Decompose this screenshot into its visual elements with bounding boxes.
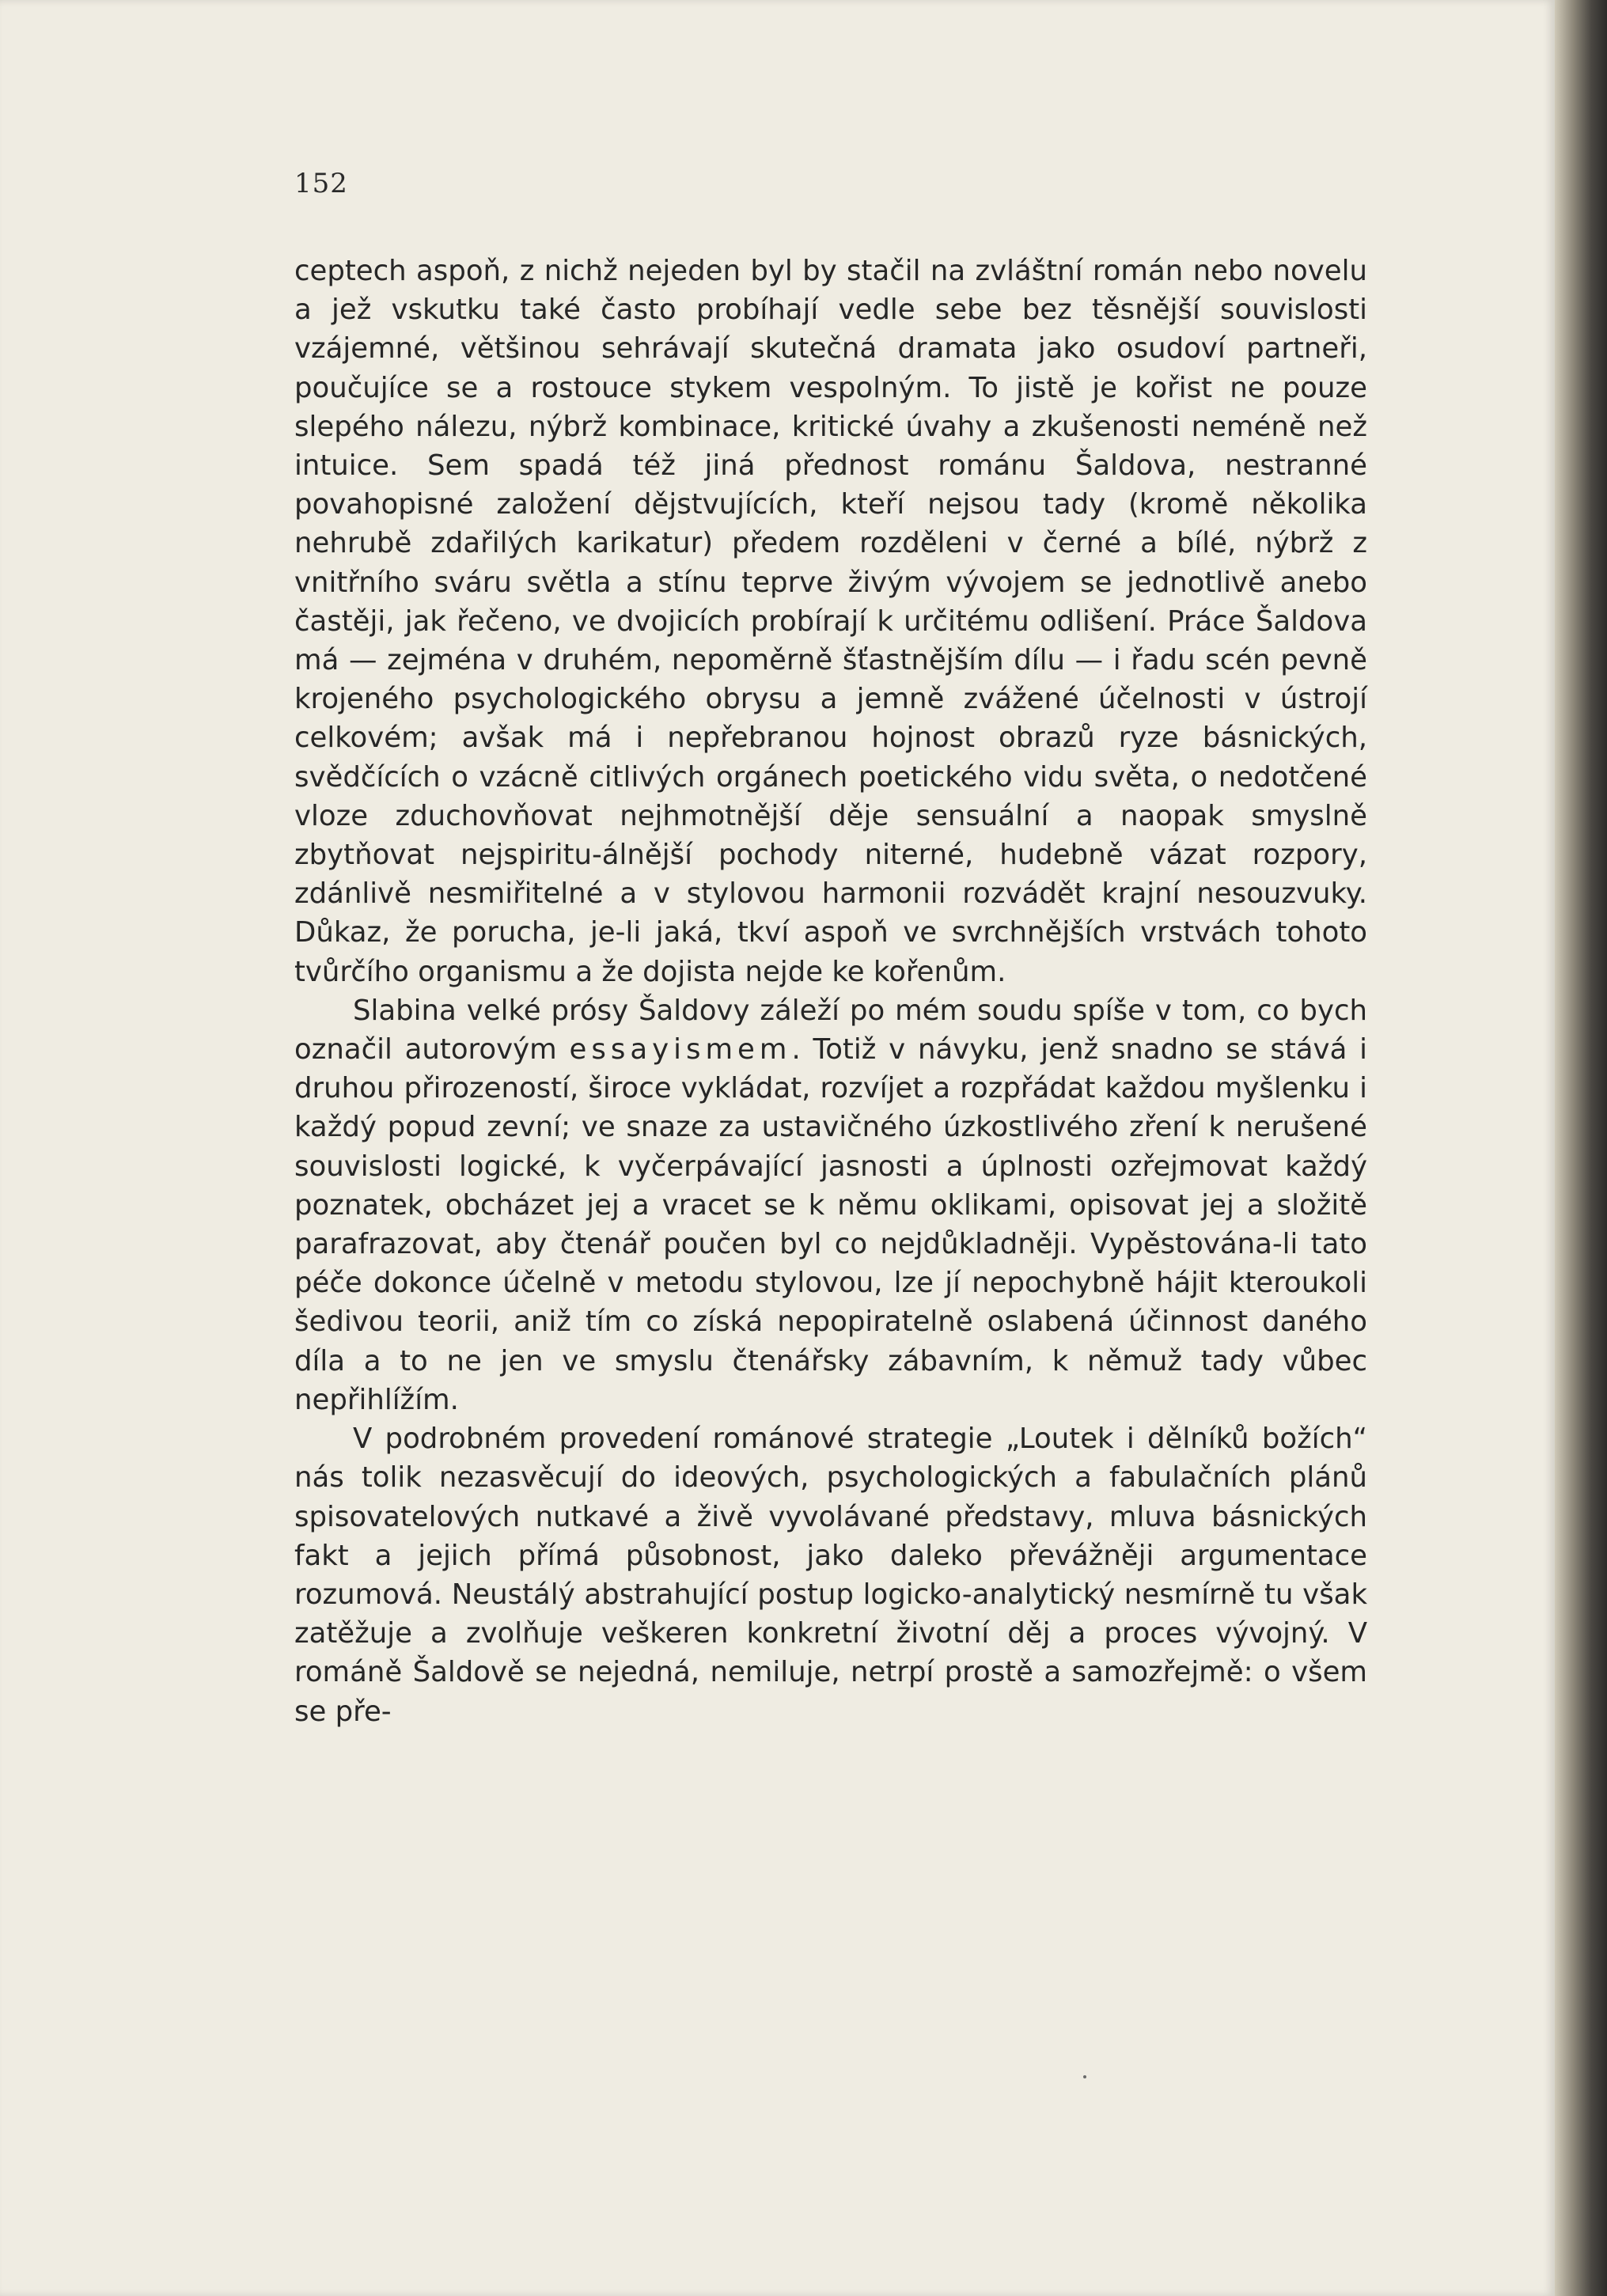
paragraph-3: V podrobném provedení románové strategie „Loutek i dělníků božích“ nás tolik nezasvěcují do ideových, psychologických a fabulačních plánů spisovatelových nutkavé a živě vyvolávané představy, mluva básnických fakt a jejich přímá působnost, jako daleko převážněji argumentace rozumová. Neustálý abstrahující postup logicko-analytický nesmírně tu však zatěžuje a zvolňuje veškeren konkretní životní děj a proces vývojný. V románě Šaldově se nejedná, nemiluje, netrpí prostě a samozřejmě: o všem se pře- [294,1423,1367,1728]
page-number: 152 [294,168,348,199]
paragraph-2-rest: . Totiž v návyku, jenž snadno se stává i druhou přirozeností, široce vykládat, rozvíjet a rozpřádat každou myšlenku i každý popud zevní; ve snaze za ustavičného úzkostlivého zření k nerušené souvislosti logické, k vyčerpávající jasnosti a úplnosti ozřejmovat každý poznatek, obcházet jej a vracet se k němu oklikami, opisovat jej a složitě parafrazovat, aby čtenář poučen byl co nejdůkladněji. Vypěstována-li tato péče dokonce účelně v metodu stylovou, lze jí nepochybně hájit kteroukoli šedivou teorii, aniž tím co získá nepopiratelně oslabená účinnost daného díla a to ne jen ve smyslu čtenářsky zábavním, k němuž tady vůbec nepřihlížím. [294,1033,1367,1416]
book-spine-edge [1555,0,1607,2296]
spaced-emphasis-essayismem: essayismem [569,1033,792,1067]
paragraph-2 [294,991,1367,1419]
paragraph-1: ceptech aspoň, z nichž nejeden byl by stačil na zvláštní román nebo novelu a jež vskutku také často probíhají vedle sebe bez těsnější souvislosti vzájemné, většinou sehrávají skutečná dramata jako osudoví partneři, poučujíce se a rostouce stykem vespolným. To jistě je kořist ne pouze slepého nálezu, nýbrž kombinace, kritické úvahy a zkušenosti neméně než intuice. Sem spadá též jiná přednost románu Šaldova, nestranné povahopisné založení dějstvujících, kteří nejsou tady (kromě několika nehrubě zdařilých karikatur) předem rozděleni v černé a bílé, nýbrž z vnitřního sváru světla a stínu teprve živým vývojem se jednotlivě anebo častěji, jak řečeno, ve dvojicích probírají k určitému odlišení. Práce Šaldova má — zejména v druhém, nepoměrně šťastnějším dílu — i řadu scén pevně krojeného psychologického obrysu a jemně zvážené účelnosti v ústrojí celkovém; avšak má i nepřebranou hojnost obrazů ryze básnických, svědčících o vzácně citlivých orgánech poetického vidu světa, o nedotčené vloze zduchovňovat nejhmotnější děje sensuální a naopak smyslně zbytňovat nejspiritu-álnější pochody niterné, hudebně vázat rozpory, zdánlivě nesmiřitelné a v stylovou harmonii rozvádět krajní nesouzvuky. Důkaz, že porucha, je-li jaká, tkví aspoň ve svrchnějších vrstvách tohoto tvůrčího organismu a že dojista nejde ke kořenům. [294,255,1367,988]
body-text [294,252,1367,1731]
paragraph-2-lead: Slabina velké prósy Šaldovy záleží po mém soudu spíše v tom, co bych označil autorovým [294,994,1367,1067]
paper-speck [1083,2075,1086,2078]
